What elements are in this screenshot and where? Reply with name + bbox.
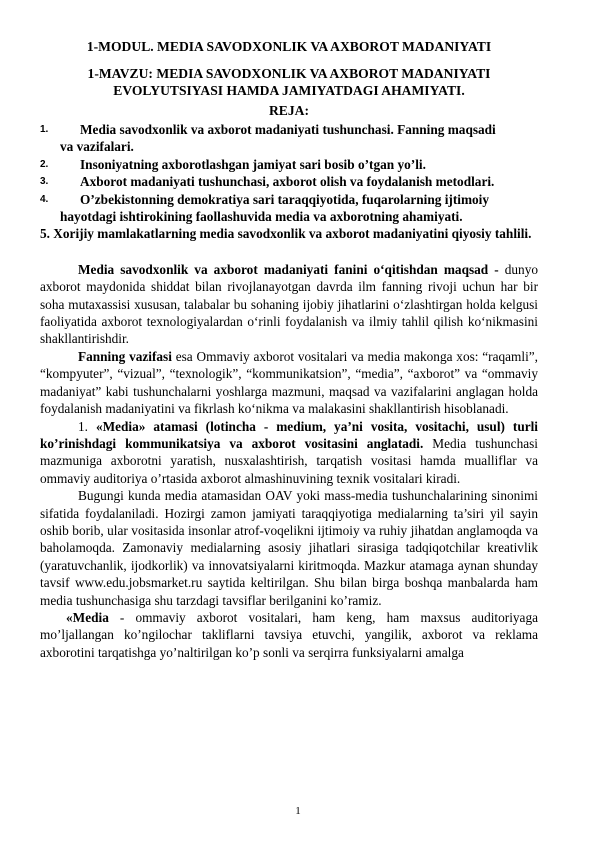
plan-item-text: Insoniyatning axborotlashgan jamiyat sari bosib o’tgan yo’li. [80, 156, 426, 172]
plan-item-text-cont: va vazifalari. [60, 139, 134, 155]
plan-heading: REJA: [268, 103, 310, 118]
plan-item-text: Media savodxonlik va axborot madaniyati tushunchasi. Fanning maqsadi [80, 122, 496, 137]
goal-text: dunyo axborot maydonida shiddat bilan rivojlanayotgan davrda ilm fanning rivoji uchun har bir soha mutaxassisi xususan, talabalar bu sohaning ijobiy jihatlarini o‘zlashtirgan holda kelgusi faoliyatida axborot texnologiyalardan o‘rinli foydalanish va ilmiy tahlil qilish ko‘nikmasini shakllantirishdir. [40, 261, 538, 347]
plan-item-text: Axborot madaniyati tushunchasi, axborot olish va foydalanish metodlari. [80, 174, 495, 190]
plan-item-number: 4. [40, 193, 49, 205]
plan-item-number: 1. [40, 124, 49, 135]
tasks-text: esa Ommaviy axborot vositalari va media makonga xos: “raqamli”, “kompyuter”, “vizual”, “texnologik”, “kommunikatsion”, “media”, “axborot” va “ommaviy madaniyat” kabi tushunchalarni yoshlarga mazmuni, maqsad va vazifalarini anglagan holda foydalanish madaniyatini va fikrlash ko‘nikma va malakasini shakllantirish hisoblanadi. [40, 348, 538, 417]
tasks-term: Fanning vazifasi [78, 348, 172, 364]
plan-item [40, 191, 538, 226]
paragraph-tasks [40, 348, 538, 418]
plan-list [40, 121, 538, 225]
plan-item [40, 173, 538, 190]
media-term-text: Media tushunchasi mazmuniga axborotni yaratish, nusxalashtirish, tarqatish vositasi hamda mualliflar va ommaviy auditoriya o’rtasida axborot almashinuvining texnik vositalari kiradi. [40, 435, 538, 486]
plan-item-5: 5. Xorijiy mamlakatlarning media savodxonlik va axborot madaniyatini qiyosiy tahlili. [40, 226, 532, 242]
goal-term: Media savodxonlik va axborot madaniyati fanini o‘qitishdan maqsad - [78, 261, 499, 277]
paragraph-today: Bugungi kunda media atamasidan OAV yoki mass-media tushunchalarining sinonimi sifatida foydalaniladi. Hozirgi zamon jamiyati taraqqiyotiga medialarning ta’siri yil sayin oshib borib, ular vositasida insonlar atrof-voqelikni ijtimoiy va ruhiy jihatdan anglamoqda va baholamoqda. Zamonaviy medialarning asosiy jihatlari sirasiga tadqiqotchilar kreativlik (yaratuvchanlik, ijodkorlik) va innovatsiyalarni kiritmoqda. Mazkur atamaga aynan shunday tavsif www.edu.jobsmarket.ru saytida keltirilgan. Shu bilan birga boshqa manbalarda ham media tushunchasiga shu tarzdagi tavsiflar berilganini ko’ramiz. [40, 488, 538, 608]
plan-item-number: 3. [40, 176, 49, 188]
media-term-definition: «Media» atamasi (lotincha - medium, ya’ni vosita, vositachi, usul) turli ko’rinishdagi kommunikatsiya va axborot vositasini anglatadi. [40, 418, 539, 451]
plan-item-text-cont: hayotdagi ishtirokining faollashuvida media va axborotning ahamiyati. [60, 209, 463, 225]
media-term-number: 1. [78, 418, 96, 434]
plan-item-number: 2. [40, 158, 49, 170]
paragraph-media-term [40, 418, 538, 488]
page-number: 1 [295, 805, 301, 817]
module-title: 1-MODUL. MEDIA SAVODXONLIK VA AXBOROT MADANIYATI [86, 39, 492, 54]
paragraph-goal [40, 261, 538, 348]
plan-item [40, 156, 538, 173]
document-body [40, 261, 538, 661]
topic-title-line2: EVOLYUTSIYASI HAMDA JAMIYATDAGI AHAMIYATI. [113, 83, 465, 98]
topic-title-line1: 1-MAVZU: MEDIA SAVODXONLIK VA AXBOROT MADANIYATI [87, 66, 491, 81]
media-definition-text: - ommaviy axborot vositalari, ham keng, ham maxsus auditoriyaga mo’ljallangan ko’ngilochar takliflarni tavsiya etuvchi, yangilik, axborot va reklama axborotini tarqatishga yo’naltirilgan ko’p sonli va serqirra funksiyalarni amalga [40, 609, 538, 660]
plan-item [40, 121, 538, 156]
plan-item-text: O’zbekistonning demokratiya sari taraqqiyotida, fuqarolarning ijtimoiy [80, 191, 490, 207]
media-quote-term: «Media [66, 609, 109, 625]
paragraph-media-definition [40, 609, 538, 661]
